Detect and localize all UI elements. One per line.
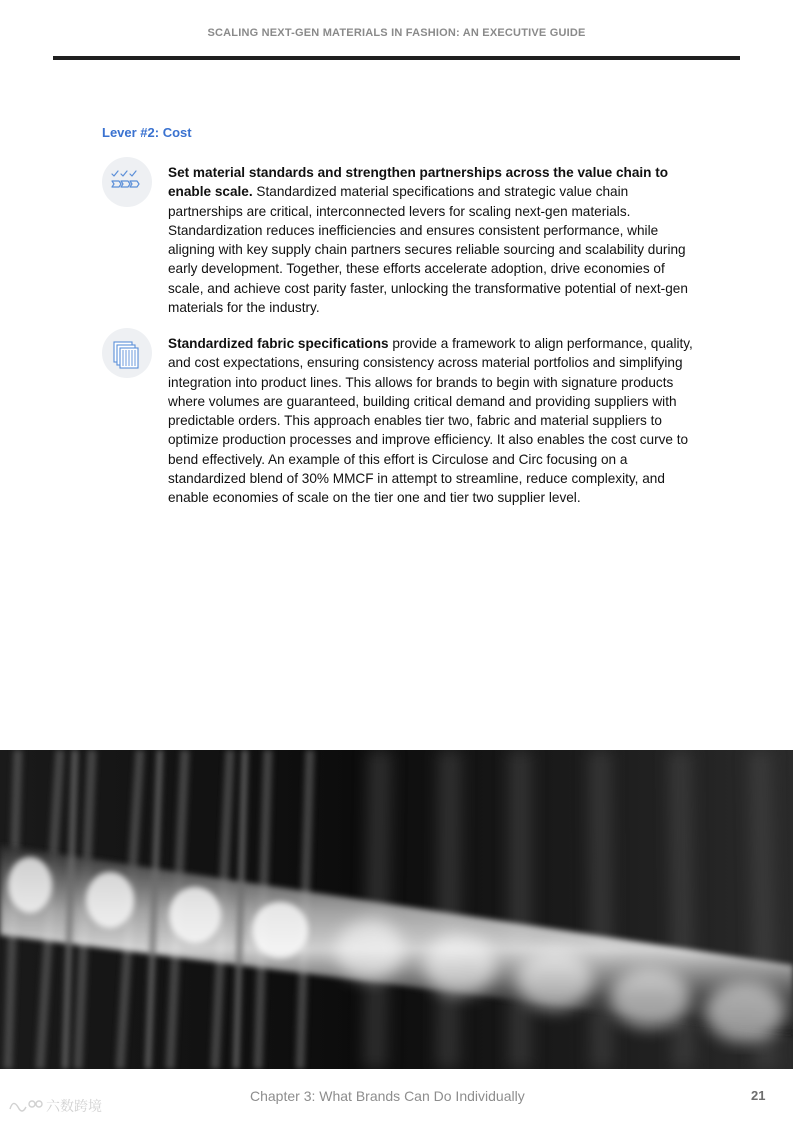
section-title: Lever #2: Cost <box>102 125 192 140</box>
lever-paragraph <box>168 334 698 508</box>
lever-body: provide a framework to align performance, quality, and cost expectations, ensuring consistency across material portfolios and simplifying integration into product lines. This allows for brands to begin with signature products where volumes are guaranteed, building critical demand and providing suppliers with predictable orders. This approach enables tier two, fabric and material suppliers to optimize production processes and improve efficiency. It also enables the cost curve to bend effectively. An example of this effort is Circulose and Circ focusing on a standardized blend of 30% MMCF in attempt to streamline, reduce complexity, and enable economies of scale on the tier one and tier two supplier level. <box>168 336 693 506</box>
lever-paragraph <box>168 163 698 317</box>
lever-lead: Set material standards and strengthen partnerships across the value chain to enable scale. <box>168 165 669 200</box>
page-number: 21 <box>751 1088 766 1103</box>
lever-body: Standardized material specifications and strategic value chain partnerships are critical, interconnected levers for scaling next-gen materials. Standardization reduces inefficiencies and ensures consistent performance, while aligning with key supply chain partners secures reliable sourcing and scalability during early development. Together, these efforts accelerate adoption, drive economies of scale, and achieve cost parity faster, unlocking the transformative potential of next-gen materials for the industry. <box>168 184 688 316</box>
stacked-fabric-icon <box>102 328 152 378</box>
running-header: SCALING NEXT-GEN MATERIALS IN FASHION: AN EXECUTIVE GUIDE <box>207 27 586 39</box>
checklist-arrows-icon <box>102 157 152 207</box>
textile-machine-photo <box>0 750 793 1069</box>
watermark-text: 六数跨境 <box>46 1099 102 1115</box>
watermark-logo <box>8 1095 108 1122</box>
footer-chapter-title: Chapter 3: What Brands Can Do Individually <box>250 1088 525 1104</box>
lever-lead: Standardized fabric specifications <box>168 336 389 351</box>
header-rule <box>53 56 740 60</box>
